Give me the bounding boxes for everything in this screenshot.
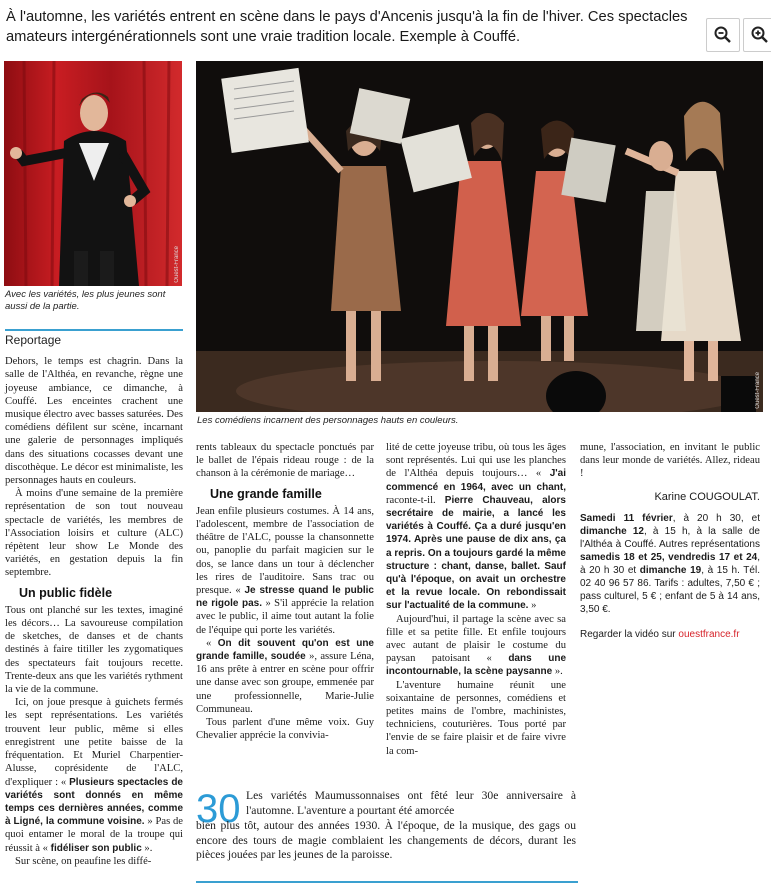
- paragraph: À moins d'une semaine de la première représentation de son tout nouveau spectacle de variétés, les membres de l'Association loisirs et culture (ALC) répètent leur show Le Monde des variétés, en gestation depuis la fin septembre.: [5, 488, 183, 579]
- subheading: Une grande famille: [210, 486, 322, 501]
- paragraph: Ici, on joue presque à guichets fermés les sept représentations. Les variétés trouvent leur public, même si elles enregistrent une petite baisse de la fréquentation. Et Muriel Charpentier-Alusse, coprésidente de l'ALC, d'expliquer : « Plusieurs spectacles de variétés sont donnés en même temps ces dernières années, comme à Ligné, la commune voisine. » Pas de quoi entamer le moral de la troupe qui réussit à « fidéliser son public ».: [5, 697, 183, 854]
- article-lede: À l'automne, les variétés entrent en scène dans le pays d'Ancenis jusqu'à la fin de l'hiver. Ces spectacles amateurs intergénérationnels sont une vraie tradition locale. Exemple à Couffé.: [6, 9, 688, 45]
- box-text: bien plus tôt, autour des années 1930. À l'époque, de la musique, des gags ou encore des tours de magie comblaient les changements de décors, durant les pièces jouées par les jeunes de la paroisse.: [196, 819, 576, 861]
- photo-credit: Ouest-France: [174, 246, 180, 283]
- photo-credit: Ouest-France: [755, 372, 761, 409]
- paragraph: Tous parlent d'une même voix. Guy Chevalier apprécie la convivia-: [196, 717, 374, 742]
- subheading: Un public fidèle: [19, 585, 113, 600]
- zoom-out-button[interactable]: [706, 18, 740, 52]
- paragraph: Jean enfile plusieurs costumes. À 14 ans, l'adolescent, membre de l'association de théâtre de l'ALC, pousse la chansonnette ou, panoplie du parfait magicien sur le dos, se lance dans un tour à déclencher les rires de l'auditoire. Sans trac ou presque. « Je stresse quand le public ne rigole pas. » S'il apprécie la relation avec le public, il aime tout autant la folie de l'équipe qui porte les variétés.: [196, 505, 375, 636]
- video-link[interactable]: ouestfrance.fr: [678, 628, 740, 640]
- zoom-in-icon: [750, 25, 770, 45]
- paragraph: « On dit souvent qu'on est une grande famille, soudée », assure Léna, 16 ans prête à entrer en scène pour offrir une danse avec son groupe, emmenée par une professionnelle, Marie-Julie Communeau.: [196, 637, 374, 715]
- zoom-in-button[interactable]: [743, 18, 771, 52]
- paragraph: Dehors, le temps est chagrin. Dans la salle de l'Althéa, en revanche, règne une joyeuse ambiance, ce dimanche, à Couffé. Les enceintes crachent une musique électro avec basses saturées. Des comédiens défilent sur scène, incarnant une galerie de personnages impliqués dans des situations cocasses devant une discothèque. Le décor est minimaliste, les personnages hauts en couleurs.: [5, 356, 183, 487]
- video-link-line: Regarder la vidéo sur ouestfrance.fr: [580, 628, 740, 640]
- big-number: 30: [196, 787, 241, 831]
- photo-caption-small: Avec les variétés, les plus jeunes sont aussi de la partie.: [5, 289, 166, 312]
- event-info: Samedi 11 février, à 20 h 30, et dimanche 12, à 15 h, à la salle de l'Althéa à Couffé. Autres représentations samedis 18 et 25, vendredis 17 et 24, à 20 h 30 et dimanche 19, à 15 h. Tél. 02 40 96 57 86. Tarifs : adultes, 7,50 € ; pass culturel, 5 € ; enfant de 5 à 14 ans, 3,50 €.: [580, 512, 760, 615]
- photo-caption-large: Les comédiens incarnent des personnages hauts en couleurs.: [197, 415, 459, 426]
- author-signature: Karine COUGOULAT.: [654, 490, 760, 503]
- box-text: Les variétés Maumussonnaises ont fêté leur 30e anniversaire à l'automne. L'aventure a pourtant été amorcée: [246, 789, 576, 817]
- photo-young-performer: [4, 61, 182, 286]
- paragraph: lité de cette joyeuse tribu, où tous les âges sont représentés. Lui qui use les planches de l'Althéa depuis toujours… « J'ai commencé en 1964, avec un chant, raconte-t-il. Pierre Chauveau, alors secrétaire de mairie, a lancé les variétés à Couffé. Ça a duré jusqu'en 1974. Après une pause de dix ans, ça a repris. On a toujours gardé la même structure : chant, danse, ballet. Sauf qu'à l'époque, on avait un orchestre et la revue locale. On rebondissait sur l'actualité de la commune. »: [386, 442, 566, 612]
- photo-dancers: [196, 61, 763, 412]
- paragraph: mune, l'association, en invitant le public dans leur monde de variétés. Allez, rideau !: [580, 442, 760, 480]
- zoom-out-icon: [713, 25, 733, 45]
- anniversary-box: [196, 783, 578, 883]
- paragraph: Tous ont planché sur les textes, imaginé les décors… La savoureuse compilation de sketches, de danses et de chants destinés à faire titiller les zygomatiques des spectateurs fait toujours recette. Trente-deux ans que les variétés rythment la vie de la commune.: [5, 604, 183, 696]
- article-column-3: [386, 441, 566, 758]
- article-column-4: [580, 441, 760, 641]
- paragraph: rents tableaux du spectacle ponctués par le ballet de l'épais rideau rouge : de la chanson à la cérémonie de mariage…: [196, 442, 374, 480]
- paragraph: Sur scène, on peaufine les diffé-: [15, 855, 152, 867]
- section-kicker: Reportage: [5, 329, 183, 352]
- paragraph: Aujourd'hui, il partage la scène avec sa fille et sa petite fille. Et enfile toujours avec autant de plaisir le costume du paysan patoisant « dans une incontournable, la scène paysanne ».: [386, 613, 567, 678]
- paragraph: L'aventure humaine réunit une soixantaine de personnes, comédiens et petites mains de l'ombre, machinistes, techniciens, couturières. Tous porté par l'envie de se faire plaisir et de faire vivre la com-: [386, 679, 566, 757]
- article-column-2: [196, 441, 374, 742]
- article-column-1: [5, 329, 183, 868]
